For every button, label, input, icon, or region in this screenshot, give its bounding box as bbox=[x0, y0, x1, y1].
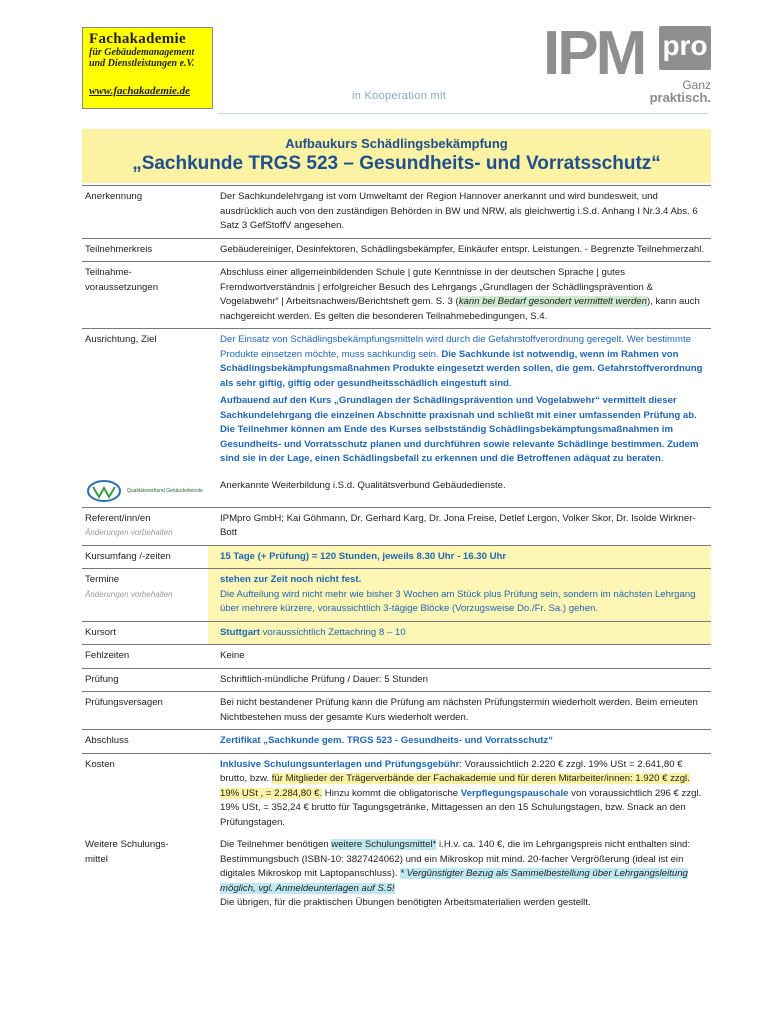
label-note: Änderungen vorbehalten bbox=[85, 528, 173, 537]
course-subtitle: Aufbaukurs Schädlingsbekämpfung bbox=[285, 136, 508, 151]
row-value bbox=[208, 621, 711, 645]
row-value bbox=[208, 730, 711, 754]
row-value: Der Sachkundelehrgang ist vom Umweltamt der Region Hannover anerkannt und wird bundesweit, und ausdrücklich auch von den zuständigen Behörden in BW und NRW, als gleichwertig i.S.d. Anhang I Nr.3.4 Abs. 6 Satz 3 GefStoffV angesehen. bbox=[208, 186, 711, 239]
logo-brand: IPM bbox=[543, 19, 645, 88]
text-part: Aufbauend auf den Kurs „Grundlagen der Schädlingsprävention und Vogelabwehr“ vermittelt dieser Sachkundelehrgang die einzelnen Abschnitte praxisnah und schließt mit einer umfassenden Prüfung ab. Die Teilnehmer können am Ende des Kurses selbstständig Schädlingsbekämpfungsmaßnahmen im Gesundheits- und Vorratsschutz planen und durchführen sowie relevante Schädlinge bestimmen. Zudem sind sie in der Lage, einen Schädlingsbefall zu erkennen und die Betroffenen adäquat zu beraten bbox=[220, 395, 699, 464]
text-part: Abschluss einer allgemeinbildenden Schule | gute Kenntnisse in der deutschen Sprache | gutes Fremdwortverständnis | erfolgreicher Besuch des Lehrgangs „Grundlagen der Schädlingsprävention & Vogelabwehr“ | Arbeitsnachweis/Berichtsheft gem. S. 3 ( bbox=[220, 267, 653, 307]
table-row bbox=[82, 730, 711, 754]
row-label bbox=[82, 834, 208, 915]
row-label: Anerkennung bbox=[82, 186, 208, 239]
row-value bbox=[208, 262, 711, 329]
row-label: Abschluss bbox=[82, 730, 208, 754]
label-line: mittel bbox=[85, 853, 108, 865]
text-part: Hinzu kommt die obligatorische bbox=[322, 787, 461, 799]
table-row bbox=[82, 471, 711, 508]
row-label bbox=[82, 507, 208, 545]
text-part: voraussichtlich Zettachring 8 – 10 bbox=[259, 626, 406, 638]
label-text: Referent/inn/en bbox=[85, 512, 151, 524]
badge-caption: Qualitätsverbund Gebäudedienste bbox=[127, 487, 203, 494]
course-title: „Sachkunde TRGS 523 – Gesundheits- und Vorratsschutz“ bbox=[132, 153, 661, 174]
row-label: Fehlzeiten bbox=[82, 645, 208, 669]
text-part: Die Sachkunde ist notwendig, wenn im Rahmen von Schädlingsbekämpfungsmaßnahmen Produkte eingesetzt werden sollen, die gem. Gefahrstoffverordnung als sehr giftig, giftig oder gesundheitsschädlich eingestuft sind bbox=[220, 348, 703, 389]
row-label: Ausrichtung, Ziel bbox=[82, 329, 208, 471]
text-part: Die Teilnehmer benötigen bbox=[220, 839, 332, 850]
table-row bbox=[82, 645, 711, 669]
table-row bbox=[82, 569, 711, 622]
qualitaetsverbund-badge bbox=[85, 479, 204, 503]
logo-tagline-1: Ganz bbox=[682, 78, 711, 92]
label-note: Änderungen vorbehalten bbox=[85, 589, 173, 599]
row-value: Bei nicht bestandener Prüfung kann die Prüfung am nächsten Prüfungstermin wiederholt werden. Beim erneuten Nichtbestehen muss der gesamte Kurs wiederholt werden. bbox=[208, 692, 711, 730]
text-part: von voraussichtlich 296 € zzgl. 19% USt, = 352,24 € brutto für Tagungsgetränke, Mittagessen an den 15 Schulungstagen, bzw. Snack an den Prüfungstagen. bbox=[220, 787, 702, 828]
text-part: . bbox=[508, 377, 512, 389]
title-banner bbox=[82, 129, 711, 183]
table-row bbox=[82, 262, 711, 329]
row-value: Keine bbox=[208, 645, 711, 669]
paragraph bbox=[220, 333, 705, 391]
table-row bbox=[82, 238, 711, 262]
badge-cell bbox=[82, 471, 208, 508]
course-details-table bbox=[82, 185, 711, 915]
row-label: Kursumfang /-zeiten bbox=[82, 545, 208, 569]
text-part: ), kann auch nachgereicht werden. Es gelten die besonderen Teilnahmebedingungen, S.4. bbox=[220, 296, 700, 322]
text-part: Zertifikat „Sachkunde gem. TRGS 523 - Gesundheits- und Vorratsschutz“ bbox=[220, 735, 554, 746]
text-part: . bbox=[660, 453, 664, 464]
table-row bbox=[82, 329, 711, 471]
row-value: IPMpro GmbH; Kai Göhmann, Dr. Gerhard Karg, Dr. Jona Freise, Detlef Lergon, Volker Skor, Dr. Isolde Wirkner-Bott bbox=[208, 507, 711, 545]
table-row bbox=[82, 834, 711, 915]
logo-title: Fachakademie bbox=[89, 31, 186, 47]
highlight-text: weitere Schulungsmittel* bbox=[331, 839, 437, 850]
logo-brand-suffix: pro bbox=[659, 26, 711, 70]
highlight-text: kann bei Bedarf gesondert vermittelt werden bbox=[458, 296, 647, 307]
divider bbox=[218, 113, 708, 114]
row-label bbox=[82, 262, 208, 329]
row-value bbox=[208, 569, 711, 622]
table-row bbox=[82, 753, 711, 834]
text-part: : Voraussichtlich 2.220 € zzgl. 19% USt = 2.641,80 € brutto, bzw. bbox=[220, 758, 683, 784]
table-row bbox=[82, 668, 711, 692]
row-value bbox=[208, 545, 711, 569]
text-part: Inklusive Schulungsunterlagen und Prüfungsgebühr bbox=[220, 758, 460, 770]
logo-line2: für Gebäudemanagement bbox=[89, 47, 195, 58]
row-value bbox=[208, 753, 711, 834]
logo-url-link[interactable]: www.fachakademie.de bbox=[89, 85, 191, 97]
label-text: Termine bbox=[85, 574, 120, 585]
row-label: Prüfungsversagen bbox=[82, 692, 208, 730]
fachakademie-logo bbox=[82, 27, 213, 109]
text-part: stehen zur Zeit noch nicht fest. bbox=[220, 574, 362, 585]
row-value: Schriftlich-mündliche Prüfung / Dauer: 5 Stunden bbox=[208, 668, 711, 692]
row-value bbox=[208, 834, 711, 915]
qualitaetsverbund-logo-icon bbox=[85, 479, 123, 503]
row-label: Kosten bbox=[82, 753, 208, 834]
logo-tagline-2: praktisch. bbox=[649, 90, 711, 105]
label-line: voraussetzungen bbox=[85, 281, 159, 293]
highlight-text: für Mitglieder der Trägerverbände der Fachakademie und für deren Mitarbeiter/innen: 1.920 € zzgl. 19% USt , = 2.284,80 €. bbox=[220, 773, 690, 799]
text-part: Stuttgart bbox=[220, 626, 260, 638]
ipmpro-logo bbox=[543, 19, 711, 110]
text-part: i.H.v. ca. 140 €, die im Lehrgangspreis nicht enthalten sind: Bestimmungsbuch (ISBN-10: 3827424062) und ein Mikroskop mit mind. 20-facher Vergrößerung (ideal ist ein digitales Mikroskop mit Laptopanschluss). bbox=[220, 839, 691, 879]
table-row bbox=[82, 692, 711, 730]
row-label: Teilnehmerkreis bbox=[82, 238, 208, 262]
logo-line3: und Dienstleistungen e.V. bbox=[89, 58, 195, 69]
row-value: Gebäudereiniger, Desinfektoren, Schädlingsbekämpfer, Einkäufer entspr. Leistungen. - Begrenzte Teilnehmerzahl. bbox=[208, 238, 711, 262]
cooperation-text: in Kooperation mit bbox=[352, 90, 447, 102]
highlight-text: * Vergünstigter Bezug als Sammelbestellung über Lehrgangsleitung möglich, vgl. Anmeldeunterlagen auf S.5! bbox=[220, 868, 688, 894]
text-part: Der Einsatz von Schädlingsbekämpfungsmitteln wird durch die Gefahrstoffverordnung geregelt. Wer bestimmte Produkte einsetzen möchte, muss sachkundig sein. bbox=[220, 334, 692, 360]
table-row bbox=[82, 186, 711, 239]
row-label bbox=[82, 569, 208, 622]
paragraph bbox=[220, 394, 705, 467]
text-part: Die übrigen, für die praktischen Übungen benötigten Arbeitsmaterialien werden gestellt. bbox=[220, 897, 591, 908]
row-value: Anerkannte Weiterbildung i.S.d. Qualitätsverbund Gebäudedienste. bbox=[220, 479, 506, 491]
table-row bbox=[82, 507, 711, 545]
row-value bbox=[208, 329, 711, 471]
row-label: Kursort bbox=[82, 621, 208, 645]
table-row bbox=[82, 545, 711, 569]
label-line: Teilnahme- bbox=[85, 267, 132, 278]
text-part: Die Aufteilung wird nicht mehr wie bisher 3 Wochen am Stück plus Prüfung sein, sondern im nächsten Lehrgang über mehrere kürzere, voraussichtlich 3-tägige Blöcke (Vorzugsweise Do./Fr. Sa.) gehen. bbox=[220, 588, 696, 614]
label-line: Weitere Schulungs- bbox=[85, 839, 169, 850]
text-part: Verpflegungspauschale bbox=[460, 787, 569, 799]
text-part: 15 Tage (+ Prüfung) = 120 Stunden, jeweils 8.30 Uhr - 16.30 Uhr bbox=[220, 550, 507, 562]
table-row bbox=[82, 621, 711, 645]
row-label: Prüfung bbox=[82, 668, 208, 692]
